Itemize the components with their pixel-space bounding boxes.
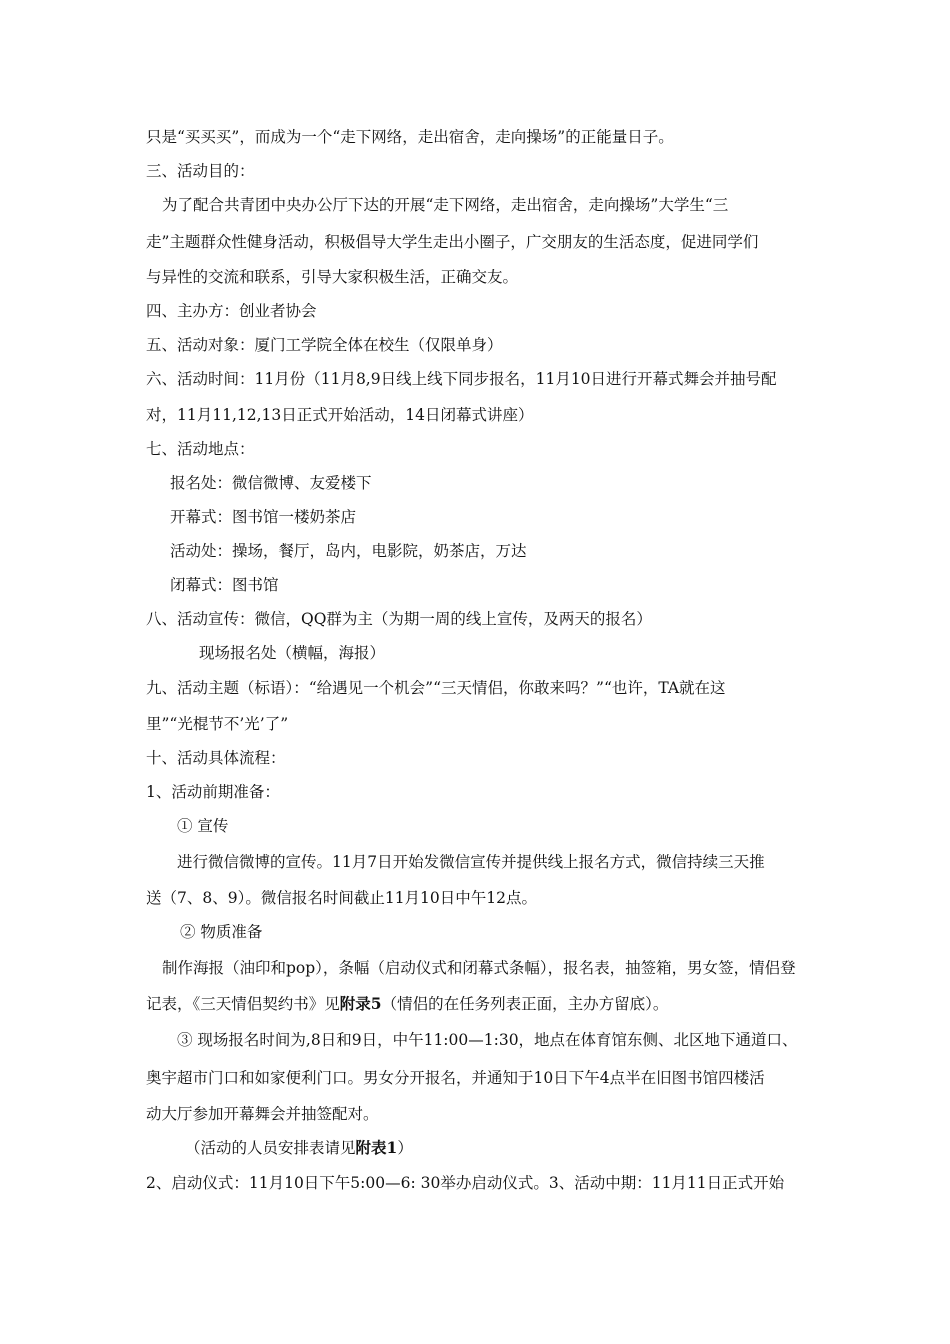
section-heading-time: 六、活动时间：11月份（11月8,9日线上线下同步报名，11月10日进行开幕式舞会并抽号配 bbox=[146, 370, 777, 388]
location-item: 活动处：操场，餐厅，岛内，电影院，奶茶店，万达 bbox=[170, 542, 527, 560]
paragraph-line bbox=[146, 994, 668, 1014]
paragraph-line: 送（7、8、9）。微信报名时间截止11月10日中午12点。 bbox=[146, 889, 538, 907]
paragraph-line: 走”主题群众性健身活动，积极倡导大学生走出小圈子，广交朋友的生活态度，促进同学们 bbox=[146, 233, 759, 251]
paragraph-line: 只是“买买买”，而成为一个“走下网络，走出宿舍，走向操场”的正能量日子。 bbox=[146, 128, 674, 146]
appendix-reference: 附录5 bbox=[339, 994, 382, 1013]
paragraph-line: ③ 现场报名时间为,8日和9日，中午11:00—1:30，地点在体育馆东侧、北区地下通道口、 bbox=[177, 1031, 798, 1049]
paragraph-line: 2、启动仪式：11月10日下午5:00—6: 30举办启动仪式。3、活动中期：11月11日正式开始 bbox=[146, 1174, 785, 1192]
paragraph-line: 奥宇超市门口和如家便利门口。男女分开报名，并通知于10日下午4点半在旧图书馆四楼活 bbox=[146, 1069, 765, 1087]
text-segment: 记表，《三天情侣契约书》见 bbox=[146, 995, 340, 1013]
section-heading-purpose: 三、活动目的： bbox=[146, 162, 255, 180]
section-heading-organizer: 四、主办方：创业者协会 bbox=[146, 302, 317, 320]
list-item-heading: ② 物质准备 bbox=[180, 923, 263, 941]
text-segment: （情侣的在任务列表正面，主办方留底）。 bbox=[381, 995, 669, 1013]
paragraph-line: 与异性的交流和联系，引导大家积极生活，正确交友。 bbox=[146, 268, 519, 286]
location-item: 报名处：微信微博、友爱楼下 bbox=[170, 474, 372, 492]
paragraph-line: 为了配合共青团中央办公厅下达的开展“走下网络，走出宿舍，走向操场”大学生“三 bbox=[162, 196, 729, 214]
text-segment: ） bbox=[397, 1139, 413, 1157]
paragraph-line: 进行微信微博的宣传。11月7日开始发微信宣传并提供线上报名方式，微信持续三天推 bbox=[177, 853, 765, 871]
list-item-heading: ① 宣传 bbox=[177, 817, 229, 835]
text-segment: （活动的人员安排表请见 bbox=[185, 1139, 356, 1157]
appendix-reference: 附表1 bbox=[355, 1138, 398, 1157]
paragraph-line: 制作海报（油印和pop），条幅（启动仪式和闭幕式条幅），报名表，抽签箱，男女签，情侣登 bbox=[162, 959, 796, 977]
paragraph-line: 现场报名处（横幅，海报） bbox=[199, 644, 386, 662]
section-heading-location: 七、活动地点： bbox=[146, 440, 255, 458]
paragraph-line: 对，11月11,12,13日正式开始活动，14日闭幕式讲座） bbox=[146, 406, 534, 424]
paragraph-line bbox=[185, 1138, 413, 1158]
section-heading-process: 十、活动具体流程： bbox=[146, 749, 286, 767]
paragraph-line: 动大厅参加开幕舞会并抽签配对。 bbox=[146, 1105, 379, 1123]
location-item: 开幕式：图书馆一楼奶茶店 bbox=[170, 508, 357, 526]
section-heading-promotion: 八、活动宣传：微信，QQ群为主（为期一周的线上宣传，及两天的报名） bbox=[146, 610, 652, 628]
paragraph-line: 里”“光棍节不’光’了” bbox=[146, 715, 289, 733]
location-item: 闭幕式：图书馆 bbox=[170, 576, 279, 594]
subsection-heading: 1、活动前期准备： bbox=[146, 783, 280, 801]
section-heading-theme: 九、活动主题（标语）：“给遇见一个机会”“三天情侣，你敢来吗？”“也许，TA就在这 bbox=[146, 679, 726, 697]
section-heading-audience: 五、活动对象：厦门工学院全体在校生（仅限单身） bbox=[146, 336, 503, 354]
